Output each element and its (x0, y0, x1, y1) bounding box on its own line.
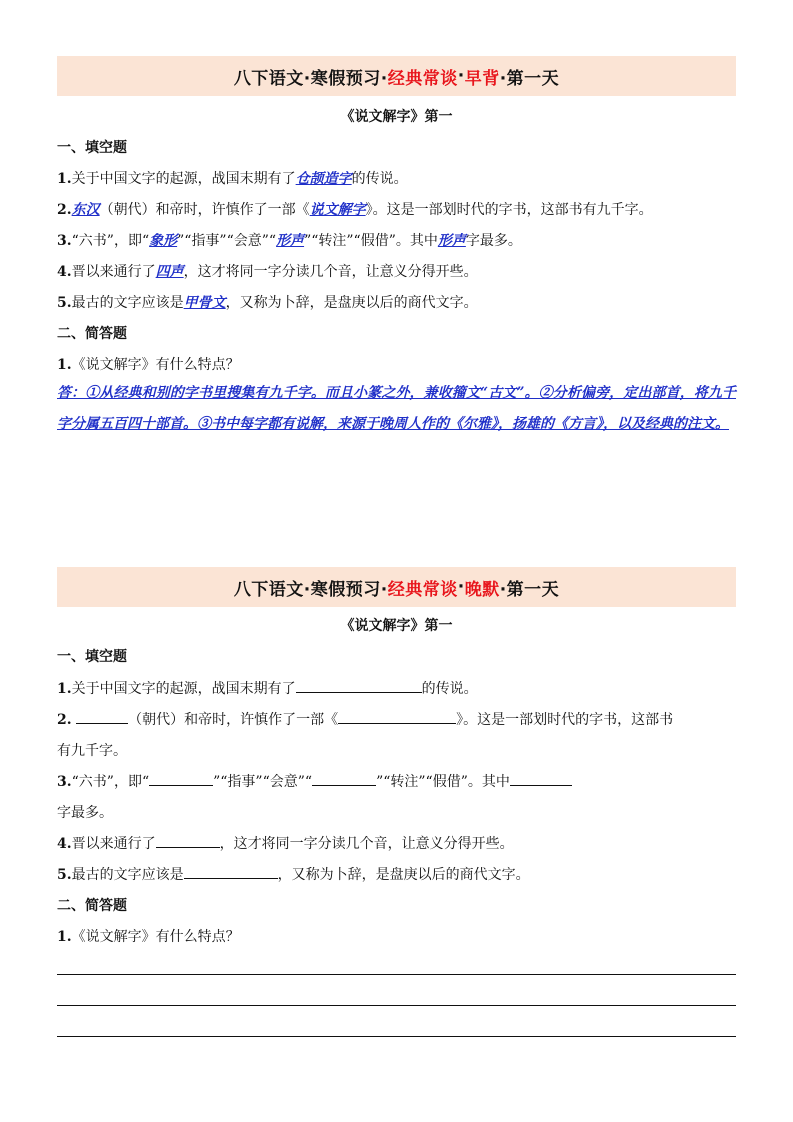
bottom-question-2 (57, 709, 673, 729)
q-text: ，这才将同一字分读几个音，让意义分得开些。 (219, 836, 514, 852)
q-text: 的传说。 (351, 171, 408, 187)
q-number: 1. (57, 171, 72, 187)
q-number: 5. (57, 295, 72, 311)
fill-blank[interactable] (149, 771, 213, 786)
top-question-2 (57, 199, 653, 219)
q-text: ”“指事”“会意”“ (177, 233, 277, 249)
fill-blank[interactable] (510, 771, 572, 786)
answer-write-line[interactable] (57, 1036, 736, 1037)
q-text: 关于中国文字的起源，战国末期有了 (71, 681, 296, 697)
q-text: ”“指事”“会意”“ (213, 774, 313, 790)
fill-blank[interactable] (156, 833, 220, 848)
q-text: 《说文解字》有什么特点？ (71, 929, 240, 945)
q-number: 2. (57, 202, 72, 218)
top-title-part2: ·第一天 (499, 68, 560, 89)
q-number: 1. (57, 357, 72, 373)
top-title-red1: 经典常谈 (387, 68, 458, 89)
q-text: “六书”，即“ (71, 774, 150, 790)
bottom-section2-heading: 二、简答题 (57, 898, 127, 914)
bottom-question-5 (57, 864, 530, 884)
top-title-dot1: · (457, 66, 465, 86)
q-text: 晋以来通行了 (71, 836, 156, 852)
bottom-title-banner (57, 567, 736, 607)
top-question-5 (57, 292, 478, 312)
top-title-banner (57, 56, 736, 96)
q-text: ”“转注”“假借”。其中 (304, 233, 438, 249)
bottom-question-4 (57, 833, 514, 853)
bottom-title-part2: ·第一天 (499, 579, 560, 600)
q-text: 字最多。 (465, 233, 522, 249)
q-answer: 四声 (155, 264, 184, 280)
bottom-question-3-continued: 字最多。 (57, 805, 113, 821)
q-text: ，又称为卜辞，是盘庚以后的商代文字。 (277, 867, 530, 883)
q-text: （朝代）和帝时，许慎作了一部《 (128, 712, 339, 728)
q-answer: 仓颉造字 (295, 171, 352, 187)
fill-blank[interactable] (184, 864, 278, 879)
q-text: 》。这是一部划时代的字书，这部书 (456, 712, 674, 728)
top-answer-text: 答：①从经典和别的字书里搜集有九千字。而且小篆之外，兼收籀文“古文”。②分析偏旁，定出部首，将九千字分属五百四十部首。③书中每字都有说解，来源于晚周人作的《尔雅》，扬雄的《方言》，以及经典的注文。 (57, 385, 736, 432)
bottom-question-1 (57, 678, 478, 698)
q-text: ，这才将同一字分读几个音，让意义分得开些。 (183, 264, 478, 280)
q-number: 5. (57, 867, 72, 883)
answer-write-line[interactable] (57, 974, 736, 975)
q-answer: 说文解字 (309, 202, 366, 218)
bottom-title-red2: 晚默 (464, 579, 500, 600)
q-text: ”“转注”“假借”。其中 (376, 774, 510, 790)
bottom-title-dot1: · (457, 577, 465, 597)
q-text: 最古的文字应该是 (71, 295, 184, 311)
fill-blank[interactable] (76, 709, 128, 724)
top-subtitle: 《说文解字》第一 (340, 109, 453, 125)
q-answer: 象形 (149, 233, 178, 249)
q-answer: 甲骨文 (183, 295, 226, 311)
top-section1-heading: 一、填空题 (57, 140, 127, 156)
answer-write-line[interactable] (57, 1005, 736, 1006)
q-text: 《说文解字》有什么特点？ (71, 357, 240, 373)
q-text: （朝代）和帝时，许慎作了一部《 (99, 202, 310, 218)
q-text: 的传说。 (421, 681, 478, 697)
q-number: 1. (57, 929, 72, 945)
fill-blank[interactable] (296, 678, 422, 693)
q-answer: 形声 (437, 233, 466, 249)
bottom-subtitle: 《说文解字》第一 (340, 618, 453, 634)
q-text: 最古的文字应该是 (71, 867, 184, 883)
q-text: “六书”，即“ (71, 233, 150, 249)
bottom-section1-heading: 一、填空题 (57, 649, 127, 665)
top-short-question-1 (57, 354, 240, 374)
q-number: 3. (57, 233, 72, 249)
top-question-4 (57, 261, 478, 281)
bottom-title-red1: 经典常谈 (387, 579, 458, 600)
fill-blank[interactable] (312, 771, 376, 786)
top-title-red2: 早背 (464, 68, 500, 89)
q-answer: 形声 (276, 233, 305, 249)
bottom-short-question-1 (57, 926, 240, 946)
q-number: 2. (57, 712, 72, 728)
q-text: ，又称为卜辞，是盘庚以后的商代文字。 (225, 295, 478, 311)
q-text: 晋以来通行了 (71, 264, 156, 280)
fill-blank[interactable] (338, 709, 456, 724)
q-answer: 东汉 (71, 202, 100, 218)
q-number: 4. (57, 264, 72, 280)
bottom-question-2-continued: 有九千字。 (57, 743, 127, 759)
q-number: 3. (57, 774, 72, 790)
q-text: 关于中国文字的起源，战国末期有了 (71, 171, 296, 187)
bottom-title-part1: 八下语文·寒假预习· (233, 579, 388, 600)
q-text: 》。这是一部划时代的字书，这部书有九千字。 (365, 202, 653, 218)
q-number: 4. (57, 836, 72, 852)
q-number: 1. (57, 681, 72, 697)
top-question-3 (57, 230, 522, 250)
top-title-part1: 八下语文·寒假预习· (233, 68, 388, 89)
top-section2-heading: 二、简答题 (57, 326, 127, 342)
bottom-question-3 (57, 771, 572, 791)
top-question-1 (57, 168, 408, 188)
